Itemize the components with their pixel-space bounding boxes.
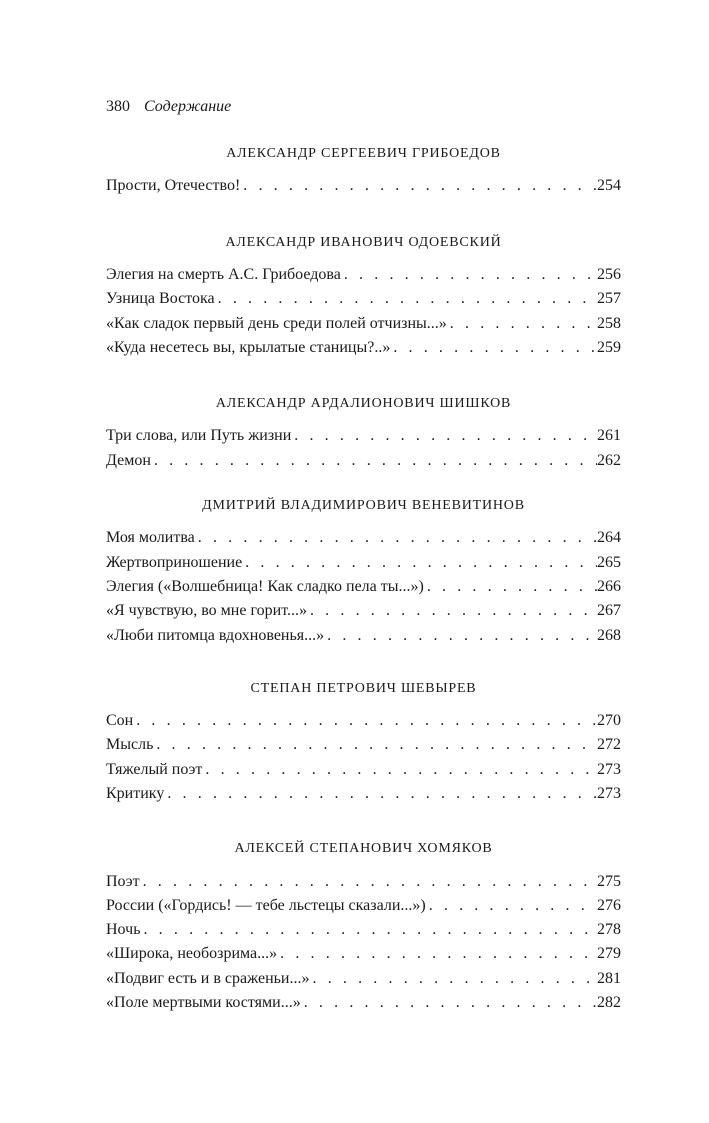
author-heading: АЛЕКСЕЙ СТЕПАНОВИЧ ХОМЯКОВ — [234, 841, 493, 856]
toc-entry — [106, 313, 621, 335]
entry-title: России («Гордись! — тебе льстецы сказали...») — [106, 897, 426, 914]
toc-entry — [106, 710, 621, 732]
author-heading: СТЕПАН ПЕТРОВИЧ ШЕВЫРЕВ — [250, 681, 477, 696]
entry-title: Тяжелый поэт — [106, 761, 203, 778]
dot-leader — [133, 710, 597, 732]
page-number: 380 — [106, 98, 130, 115]
dot-leader — [324, 625, 597, 647]
entry-title: «Широка, необозрима...» — [106, 945, 278, 962]
entry-title: Поэт — [106, 873, 140, 890]
entry-page: 279 — [597, 945, 621, 962]
toc-entry — [106, 425, 621, 447]
entry-title: Мысль — [106, 736, 154, 753]
toc-entry — [106, 337, 621, 359]
entry-page: 278 — [597, 921, 621, 938]
entry-title: «Я чувствую, во мне горит...» — [106, 602, 307, 619]
toc-entry — [106, 895, 621, 917]
dot-leader — [426, 895, 597, 917]
author-heading: ДМИТРИЙ ВЛАДИМИРОВИЧ ВЕНЕВИТИНОВ — [202, 498, 525, 513]
author-heading: АЛЕКСАНДР СЕРГЕЕВИЧ ГРИБОЕДОВ — [226, 146, 501, 161]
toc-entry — [106, 968, 621, 990]
entry-page: 267 — [597, 602, 621, 619]
toc-entry — [106, 600, 621, 622]
entry-page: 270 — [597, 712, 621, 729]
toc-entry — [106, 576, 621, 598]
entry-title: «Куда несетесь вы, крылатые станицы?..» — [106, 339, 391, 356]
author-heading: АЛЕКСАНДР АРДАЛИОНОВИЧ ШИШКОВ — [215, 396, 512, 411]
entry-title: Прости, Отечество! — [106, 177, 241, 194]
author-heading: АЛЕКСАНДР ИВАНОВИЧ ОДОЕВСКИЙ — [225, 235, 502, 250]
entry-title: Узница Востока — [106, 290, 215, 307]
entry-page: 276 — [597, 897, 621, 914]
dot-leader — [215, 288, 597, 310]
dot-leader — [240, 175, 597, 197]
entry-page: 254 — [597, 177, 621, 194]
dot-leader — [242, 552, 597, 574]
entry-page: 266 — [597, 578, 621, 595]
entry-title: Три слова, или Путь жизни — [106, 427, 292, 444]
dot-leader — [307, 600, 597, 622]
toc-entry — [106, 450, 621, 472]
entry-page: 256 — [597, 266, 621, 283]
entry-title: Критику — [106, 785, 165, 802]
entry-title: Моя молитва — [106, 529, 195, 546]
entry-page: 261 — [597, 427, 621, 444]
toc-entry — [106, 783, 621, 805]
entry-page: 262 — [597, 452, 621, 469]
toc-entry — [106, 871, 621, 893]
dot-leader — [164, 783, 597, 805]
toc-entry — [106, 288, 621, 310]
entry-page: 282 — [597, 994, 621, 1011]
dot-leader — [301, 992, 597, 1014]
dot-leader — [140, 919, 597, 941]
entry-page: 275 — [597, 873, 621, 890]
entry-page: 272 — [597, 736, 621, 753]
dot-leader — [291, 425, 597, 447]
dot-leader — [390, 337, 597, 359]
dot-leader — [195, 527, 597, 549]
entry-title: «Поле мертвыми костями...» — [106, 994, 301, 1011]
entry-title: Ночь — [106, 921, 141, 938]
dot-leader — [140, 871, 597, 893]
entry-page: 265 — [597, 554, 621, 571]
entry-title: Жертвоприношение — [106, 554, 243, 571]
running-head — [106, 97, 231, 117]
entry-title: Элегия на смерть А.С. Грибоедова — [106, 266, 341, 283]
entry-page: 273 — [597, 761, 621, 778]
toc-entry — [106, 552, 621, 574]
dot-leader — [151, 450, 597, 472]
dot-leader — [202, 759, 597, 781]
toc-entry — [106, 175, 621, 197]
dot-leader — [277, 943, 597, 965]
entry-page: 259 — [597, 339, 621, 356]
entry-title: Сон — [106, 712, 134, 729]
dot-leader — [153, 734, 597, 756]
entry-page: 268 — [597, 627, 621, 644]
toc-entry — [106, 759, 621, 781]
dot-leader — [310, 968, 598, 990]
entry-title: Демон — [106, 452, 151, 469]
entry-page: 273 — [597, 785, 621, 802]
toc-entry — [106, 264, 621, 286]
entry-page: 281 — [597, 970, 621, 987]
entry-page: 257 — [597, 290, 621, 307]
toc-entry — [106, 625, 621, 647]
toc-entry — [106, 943, 621, 965]
entry-title: «Люби питомца вдохновенья...» — [106, 627, 325, 644]
entry-page: 258 — [597, 315, 621, 332]
toc-entry — [106, 734, 621, 756]
entry-title: Элегия («Волшебница! Как сладко пела ты...») — [106, 578, 424, 595]
dot-leader — [341, 264, 597, 286]
toc-entry — [106, 919, 621, 941]
toc-entry — [106, 992, 621, 1014]
dot-leader — [447, 313, 597, 335]
entry-title: «Подвиг есть и в сраженьи...» — [106, 970, 310, 987]
dot-leader — [424, 576, 597, 598]
toc-entry — [106, 527, 621, 549]
running-head-title: Содержание — [144, 98, 232, 115]
entry-page: 264 — [597, 529, 621, 546]
entry-title: «Как сладок первый день среди полей отчизны...» — [106, 315, 447, 332]
